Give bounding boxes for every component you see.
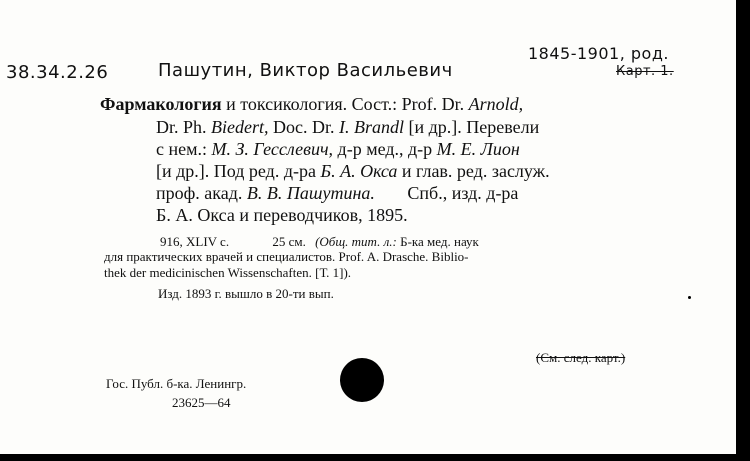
translator-lion: М. Е. Лион xyxy=(436,139,520,159)
title-line-6: Б. А. Окса и переводчиков, 1895. xyxy=(156,205,408,225)
title-line-4: [и др.]. Под ред. д-ра Б. А. Окса и глав. ред. заслуж. xyxy=(156,161,550,181)
call-number: 38.34.2.26 xyxy=(6,62,109,83)
editor-pashutin: В. В. Пашутина. xyxy=(246,183,375,203)
description-line-3: thek der medicinischen Wissenschaften. [Т. 1]). xyxy=(104,265,352,280)
title-rest: и токсикология. Сост.: Prof. Dr. xyxy=(226,94,465,114)
title-line-3: с нем.: М. З. Гесслевич, д-р мед., д-р М. Е. Лион xyxy=(156,139,520,159)
editor-oks: Б. А. Окса xyxy=(320,161,398,181)
description-line-1: 916, XLIV с. 25 см. (Общ. тит. л.: Б-ка мед. наук xyxy=(160,234,479,249)
title-line-5: проф. акад. В. В. Пашутина. Спб., изд. д-ра xyxy=(156,183,519,203)
next-card-note: (См. след. карт.) xyxy=(536,350,626,365)
description-line-2: для практических врачей и специалистов. Prof. A. Drasche. Biblio- xyxy=(104,249,469,264)
card-mark: Карт. 1. xyxy=(616,64,674,79)
printer-line-2: 23625—64 xyxy=(172,395,231,410)
speck xyxy=(688,296,691,299)
handwritten-dates: 1845-1901, род. xyxy=(528,44,669,63)
title-line-1 xyxy=(100,94,523,115)
punch-hole xyxy=(340,358,384,402)
translator-gesslevich: М. З. Гесслевич, xyxy=(211,139,334,159)
printer-line-1: Гос. Публ. б-ка. Ленингр. xyxy=(106,376,247,391)
author-biedert: Biedert, xyxy=(211,117,269,137)
edition-note: Изд. 1893 г. вышло в 20-ти вып. xyxy=(158,286,334,301)
author-arnold: Arnold, xyxy=(468,94,524,114)
handwritten-author: Пашутин, Виктор Васильевич xyxy=(158,60,453,81)
author-brandl: I. Brandl xyxy=(339,117,404,137)
title-line-2: Dr. Ph. Biedert, Doc. Dr. I. Brandl [и др.]. Перевели xyxy=(156,117,540,137)
title-bold: Фармакология xyxy=(100,94,222,114)
